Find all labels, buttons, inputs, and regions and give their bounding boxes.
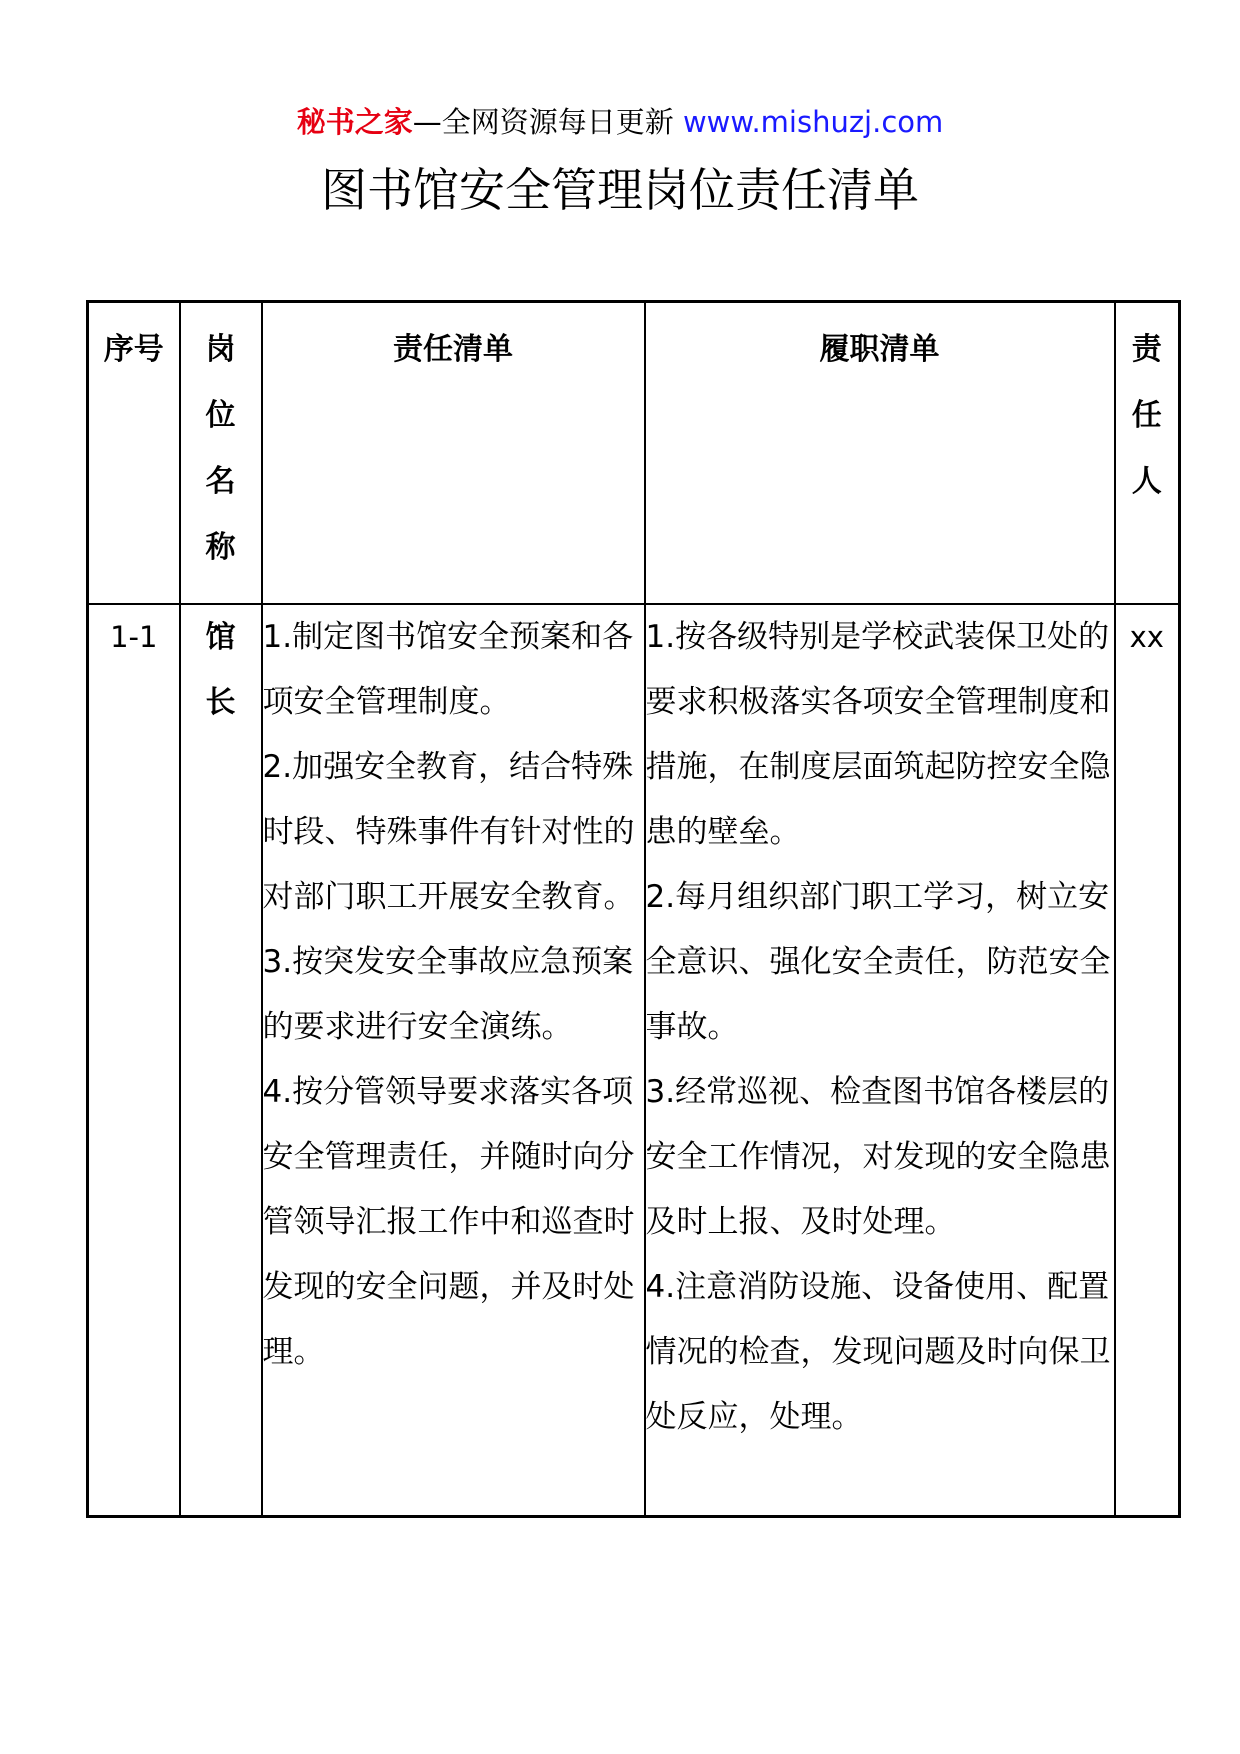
site-url-link[interactable]: www.mishuzj.com — [682, 105, 944, 139]
row-post-name-text: 馆长 — [205, 620, 236, 720]
duty-table — [86, 300, 1181, 1518]
duty-item-3: 3.按突发安全事故应急预案的要求进行安全演练。 — [262, 944, 634, 1045]
header-perform-list: 履职清单 — [645, 302, 1115, 605]
site-brand: 秘书之家 — [296, 105, 413, 139]
table-row — [88, 604, 1180, 1517]
duty-item-4: 4.按分管领导要求落实各项安全管理责任，并随时向分管领导汇报工作中和巡查时发现的安全问题，并及时处理。 — [262, 1074, 635, 1370]
row-duty-list — [262, 604, 645, 1517]
header-post-name-text: 岗位名称 — [205, 332, 236, 565]
duty-item-1: 1.制定图书馆安全预案和各项安全管理制度。 — [262, 619, 634, 720]
site-slogan: —全网资源每日更新 — [412, 105, 683, 139]
table-header-row — [88, 302, 1180, 605]
row-perform-list — [645, 604, 1115, 1517]
duty-item-2: 2.加强安全教育，结合特殊时段、特殊事件有针对性的对部门职工开展安全教育。 — [262, 749, 635, 915]
row-post-name — [180, 604, 262, 1517]
header-person — [1115, 302, 1180, 605]
perform-item-1: 1.按各级特别是学校武装保卫处的要求积极落实各项安全管理制度和措施，在制度层面筑起防控安全隐患的壁垒。 — [645, 619, 1111, 850]
perform-item-3: 3.经常巡视、检查图书馆各楼层的安全工作情况，对发现的安全隐患及时上报、及时处理。 — [645, 1074, 1111, 1240]
header-seq: 序号 — [88, 302, 180, 605]
header-post-name — [180, 302, 262, 605]
header-duty-list: 责任清单 — [262, 302, 645, 605]
perform-item-4: 4.注意消防设施、设备使用、配置情况的检查，发现问题及时向保卫处反应，处理。 — [645, 1269, 1111, 1435]
site-banner — [0, 100, 1240, 144]
document-title: 图书馆安全管理岗位责任清单 — [321, 163, 919, 217]
row-seq: 1-1 — [88, 604, 180, 1517]
perform-item-2: 2.每月组织部门职工学习，树立安全意识、强化安全责任，防范安全事故。 — [645, 879, 1111, 1045]
header-person-text: 责任人 — [1131, 332, 1162, 499]
row-person: xx — [1115, 604, 1180, 1517]
